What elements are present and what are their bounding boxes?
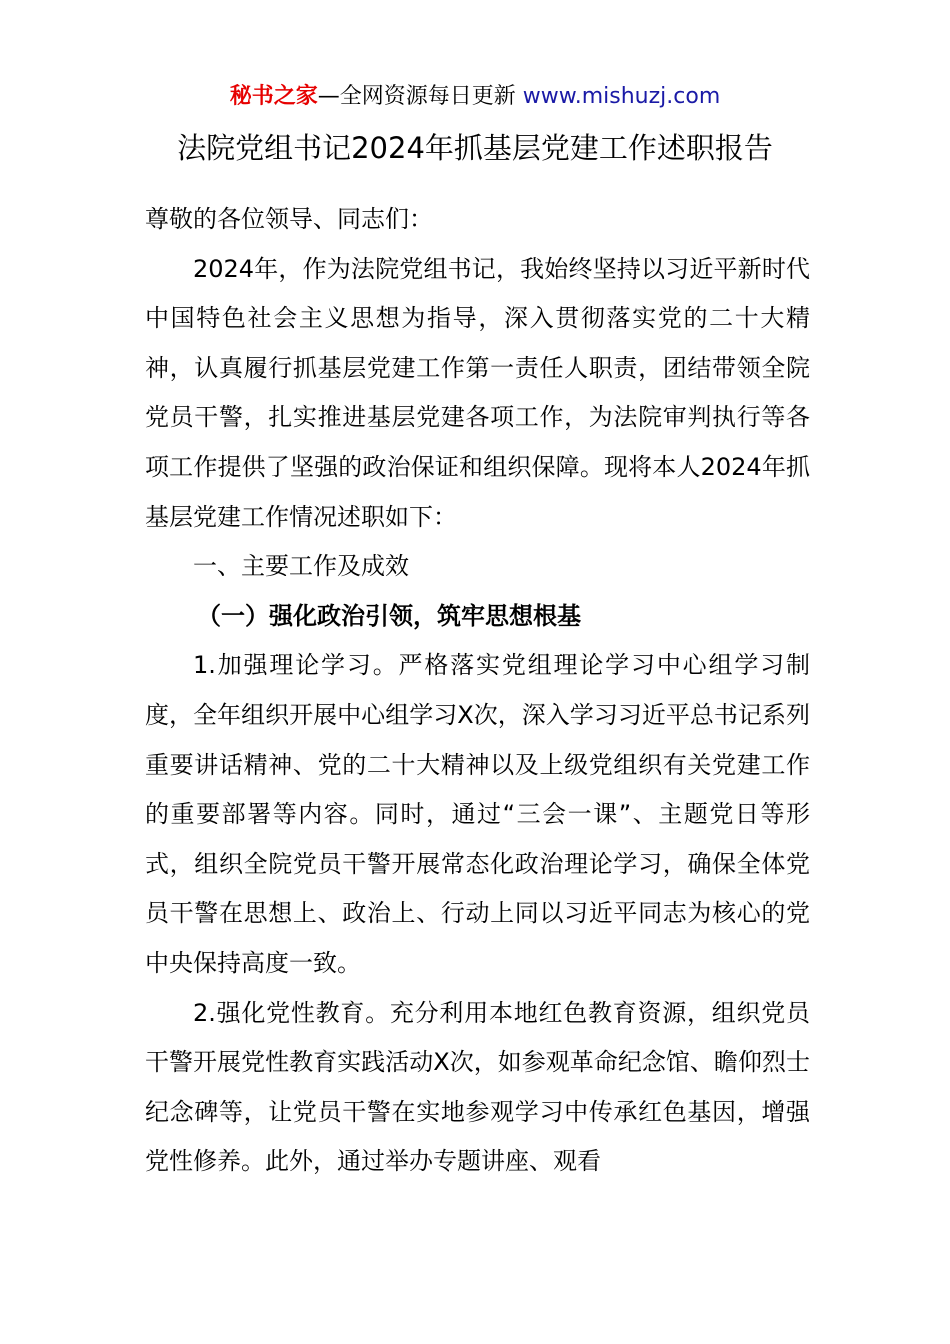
body-paragraph: 2.强化党性教育。充分利用本地红色教育资源，组织党员干警开展党性教育实践活动X次，如参观革命纪念馆、瞻仰烈士纪念碑等，让党员干警在实地参观学习中传承红色基因，增强党性修养。此外，通过举办专题讲座、观看	[145, 998, 810, 1176]
banner-tagline: —全网资源每日更新	[317, 84, 523, 109]
body-paragraph: 1.加强理论学习。严格落实党组理论学习中心组学习制度，全年组织开展中心组学习X次，深入学习习近平总书记系列重要讲话精神、党的二十大精神以及上级党组织有关党建工作的重要部署等内容。同时，通过“三会一课”、主题党日等形式，组织全院党员干警开展常态化政治理论学习，确保全体党员干警在思想上、政治上、行动上同以习近平同志为核心的党中央保持高度一致。	[145, 651, 810, 977]
intro-paragraph: 2024年，作为法院党组书记，我始终坚持以习近平新时代中国特色社会主义思想为指导，深入贯彻落实党的二十大精神，认真履行抓基层党建工作第一责任人职责，团结带领全院党员干警，扎实推进基层党建各项工作，为法院审判执行等各项工作提供了坚强的政治保证和组织保障。现将本人2024年抓基层党建工作情况述职如下：	[145, 254, 810, 531]
subsection-heading: （一）强化政治引领，筑牢思想根基	[197, 601, 581, 630]
salutation: 尊敬的各位领导、同志们：	[145, 205, 433, 233]
document-title: 法院党组书记2024年抓基层党建工作述职报告	[177, 131, 773, 165]
section-heading: 一、主要工作及成效	[193, 552, 409, 581]
document-body	[145, 195, 810, 1187]
brand-name: 秘书之家	[229, 84, 318, 109]
site-url-link[interactable]: www.mishuzj.com	[522, 84, 721, 109]
site-banner	[0, 82, 950, 112]
